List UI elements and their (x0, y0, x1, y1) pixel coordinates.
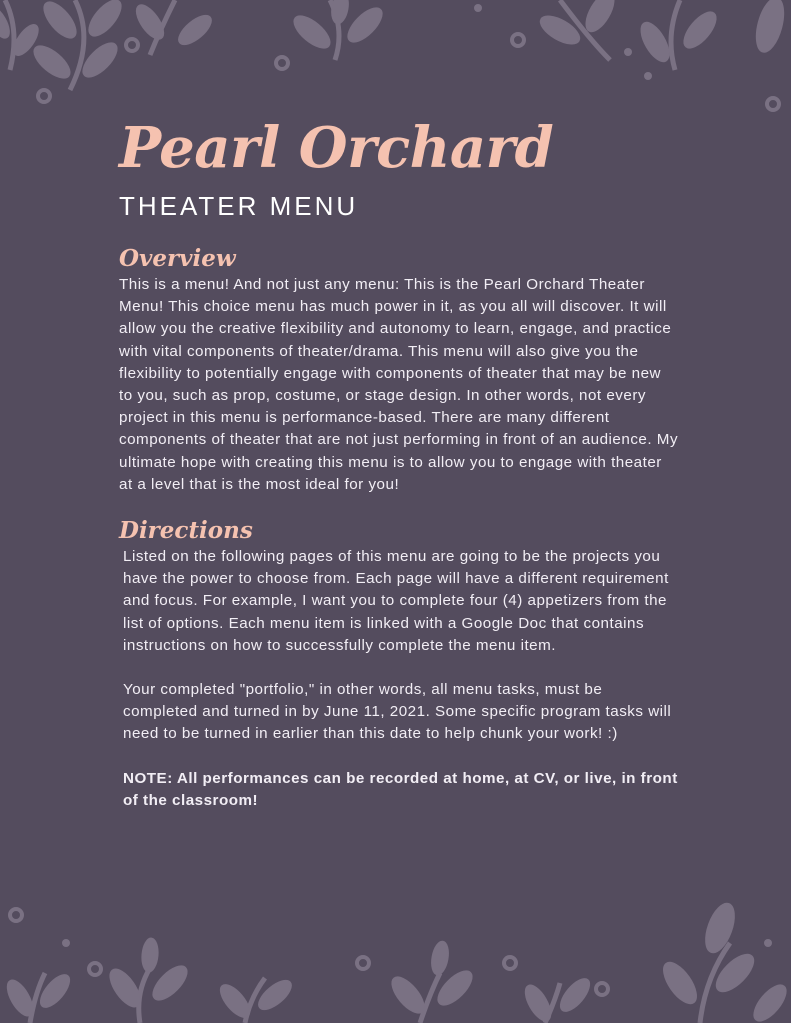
directions-body (119, 546, 679, 812)
overview-text: This is a menu! And not just any menu: This is the Pearl Orchard Theater Menu! This choice menu has much power in it, as you all will discover. It will allow you the creative flexibility and autonomy to learn, engage, and practice with vital components of theater/drama. This menu will also give you the flexibility to potentially engage with components of theater that may be new to you, such as prop, costume, or stage design. In other words, not every project in this menu is performance-based. There are many different components of theater that are not just performing in front of an audience. My ultimate hope with creating this menu is to allow you to engage with theater at a level that is the most ideal for you! (119, 276, 679, 493)
page-title: Pearl Orchard (119, 115, 554, 181)
page-subtitle: THEATER MENU (119, 191, 359, 221)
menu-intro-content (119, 112, 679, 812)
directions-paragraph-2: Your completed "portfolio," in other words, all menu tasks, must be completed and turned in by June 11, 2021. Some specific program tasks will need to be turned in earlier than this date to help chunk your work! :) (123, 681, 672, 743)
bottom-leaf-decoration (0, 883, 791, 1023)
directions-heading: Directions (119, 517, 253, 545)
overview-heading: Overview (119, 245, 236, 272)
directions-note: NOTE: All performances can be recorded at home, at CV, or live, in front of the classroom! (123, 769, 678, 809)
directions-paragraph-1: Listed on the following pages of this menu are going to be the projects you have the power to choose from. Each page will have a different requirement and focus. For example, I want you to complete four (4) appetizers from the list of options. Each menu item is linked with a Google Doc that contains instructions on how to successfully complete the menu item. (123, 548, 669, 654)
